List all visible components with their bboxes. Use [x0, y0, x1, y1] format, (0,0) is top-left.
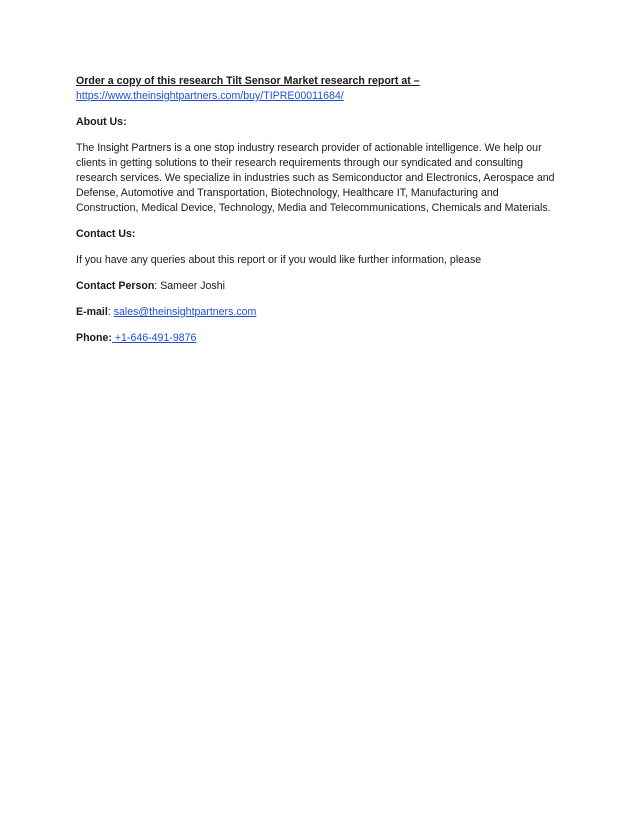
document-page: [76, 74, 566, 357]
phone-link[interactable]: +1-646-491-9876: [111, 332, 197, 344]
order-section: [76, 74, 566, 104]
contact-heading: Contact Us:: [76, 228, 136, 240]
phone-label: Phone: [76, 332, 109, 344]
about-heading: About Us:: [76, 116, 127, 128]
contact-intro: If you have any queries about this report or if you would like further information, please: [76, 254, 482, 266]
about-paragraph: [76, 141, 566, 216]
contact-person-value: Sameer Joshi: [160, 280, 225, 292]
about-line: clients in getting solutions to their research requirements through our syndicated and consulting: [76, 157, 523, 169]
contact-person-separator: :: [154, 280, 161, 292]
email-link[interactable]: sales@theinsightpartners.com: [113, 306, 257, 318]
contact-person-row: [76, 279, 566, 294]
email-label: E-mail: [76, 306, 108, 318]
about-line: Construction, Medical Device, Technology, Media and Telecommunications, Chemicals and Materials.: [76, 202, 551, 214]
about-line: research services. We specialize in industries such as Semiconductor and Electronics, Aerospace and: [76, 172, 555, 184]
order-link[interactable]: https://www.theinsightpartners.com/buy/TIPRE00011684/: [76, 90, 344, 102]
phone-row: [76, 331, 566, 346]
contact-person-label: Contact Person: [76, 280, 155, 292]
phone-separator: :: [108, 332, 112, 344]
order-title: Order a copy of this research Tilt Sensor Market research report at –: [76, 75, 420, 87]
email-row: [76, 305, 566, 320]
email-separator: :: [107, 306, 114, 318]
about-line: The Insight Partners is a one stop industry research provider of actionable intelligence. We help our: [76, 142, 542, 154]
about-line: Defense, Automotive and Transportation, Biotechnology, Healthcare IT, Manufacturing and: [76, 187, 499, 199]
